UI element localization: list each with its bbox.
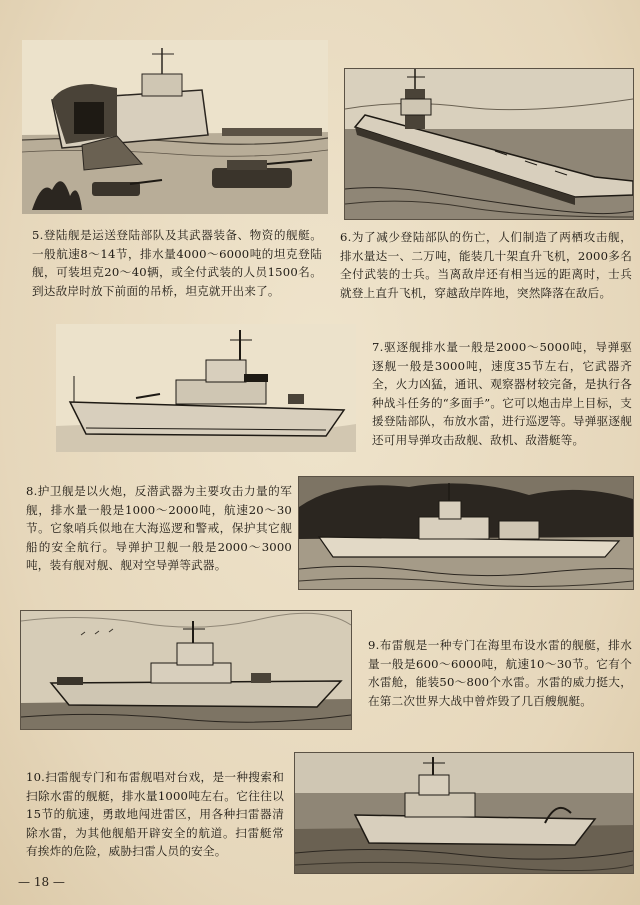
section-5-text: 5.登陆舰是运送登陆部队及其武器装备、物资的舰艇。一般航速8～14节，排水量4000～6000吨的坦克登陆舰，可装坦克20～40辆，或全付武装的人员1500名。到达敌岸时放下前面的吊桥，坦克就开出来了。 (32, 228, 322, 298)
section-8-text: 8.护卫舰是以火炮，反潜武器为主要攻击力量的军舰，排水量一般是1000～2000吨，航速20～30节。它象哨兵似地在大海巡逻和警戒，保护其它舰船的安全航行。导弹护卫舰一般是2000～3000吨，装有舰对舰、舰对空导弹等武器。 (26, 484, 292, 573)
landing-ship-illustration (22, 40, 328, 214)
section-6-text: 6.为了减少登陆部队的伤亡，人们制造了两栖攻击舰，排水量达一、二万吨，能装几十架直升飞机，2000多名全付武装的士兵。当离敌岸还有相当远的距离时，士兵就登上直升飞机，穿越敌岸阵地，突然降落在敌后。 (340, 230, 632, 300)
section-7-text: 7.驱逐舰排水量一般是2000～5000吨，导弹驱逐舰一般是3000吨，速度35节左右，它武器齐全，火力凶猛，通讯、观察器材较完备，是执行各种战斗任务的“多面手”。它可以炮击岸上目标，支援登陆部队，布放水雷，进行巡逻等。导弹驱逐舰还可用导弹攻击敌舰、敌机、敌潜艇等。 (372, 340, 632, 447)
destroyer-illustration (56, 324, 356, 452)
amphibious-assault-ship-illustration (344, 68, 634, 220)
section-10-text: 10.扫雷舰专门和布雷舰唱对台戏，是一种搜索和扫除水雷的舰艇，排水量1000吨左右。它往往以15节的航速，勇敢地闯进雷区，用各种扫雷器清除水雷，为其他舰船开辟安全的航道。扫雷艇常有挨炸的危险，威胁扫雷人员的安全。 (26, 770, 284, 859)
minelayer-illustration (20, 610, 352, 730)
page-number: — 18 — (18, 875, 65, 889)
section-9-text: 9.布雷舰是一种专门在海里布设水雷的舰艇，排水量一般是600～6000吨，航速10～30节。它有个水雷舱，能装50～800个水雷。水雷的威力挺大，在第二次世界大战中曾炸毁了几百艘舰艇。 (368, 638, 632, 708)
frigate-illustration (298, 476, 634, 590)
minesweeper-illustration (294, 752, 634, 874)
